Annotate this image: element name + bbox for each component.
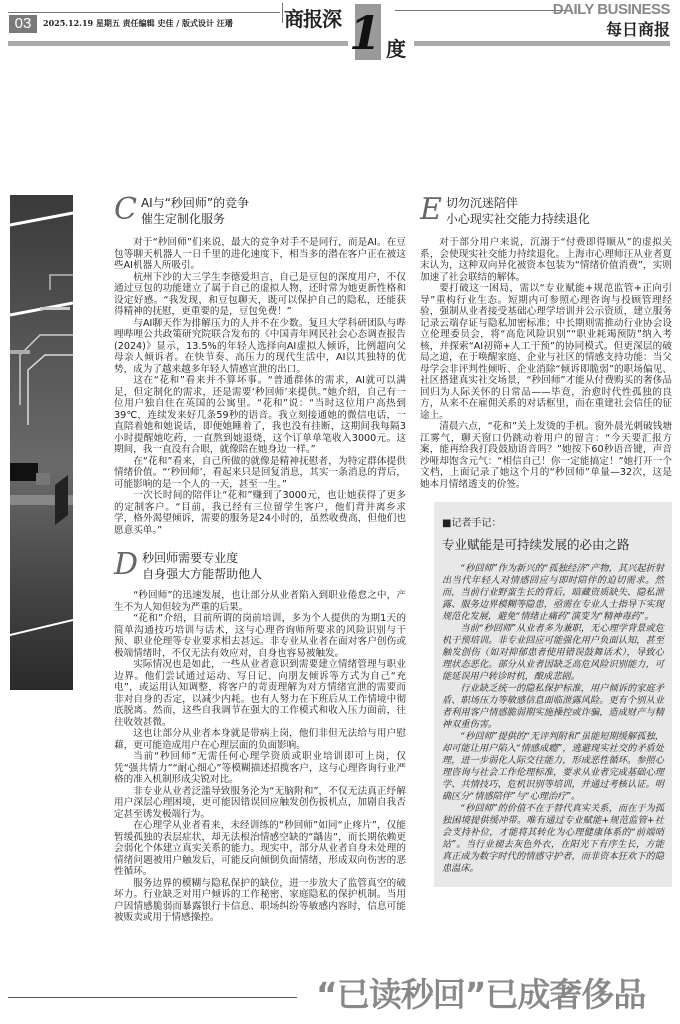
section-masthead-left: 商报深 — [284, 7, 341, 31]
brand-logo: 每日商报 — [605, 20, 670, 39]
section-masthead-number: 1 — [349, 6, 382, 60]
paragraph: 服务边界的模糊与隐私保护的缺位，进一步放大了监管真空的破坏力。行业缺乏对用户倾诉的工作秘密、家庭隐私的保护机制。当用户因情感脆弱而暴露银行卡信息、职场纠纷等敏感内容时，信息可能被贩卖或用于情感操控。 — [114, 877, 406, 923]
paragraph: 这在“花和”看来并不算坏事。“普通群体的需求，AI就可以满足，但定制化的需求，还是需要‘秒回师’来提供。”她介绍，自己有一位用户独自住在英国的公寓里。“花和”说：“当时这位用户高热到39℃，连续发来好几条59秒的语音。我立刻接通她的微信电话，一直陪着她和她说话，即便她睡着了，我也没有挂断，这期间我每隔3小时提醒她吃药，一直熬到她退烧，这个订单单笔收入3000元。这期间，我一直没有合眼，就像陪在她身边一样。” — [114, 375, 406, 455]
header-rule-right-top — [395, 10, 565, 11]
section-e-body — [420, 237, 672, 490]
section-d-heading — [114, 547, 406, 582]
section-e-heading — [420, 192, 672, 227]
section-e — [420, 192, 672, 490]
paragraph: 当前“秒回师”从业者多为兼职，无心理学背景或危机干预培训。非专业回应可能强化用户负面认知，甚至触发创伤（如对抑郁患者使用错误鼓舞话术），导致心理状态恶化。部分从业者因缺乏高危风险识别能力，可能延误用户转诊时机，酿成悲剧。 — [442, 623, 664, 682]
paragraph: 行业缺乏统一的隐私保护标准，用户倾诉的家庭矛盾、职场压力等敏感信息面临泄露风险。更有个别从业者利用客户情感脆弱期实施操控或诈骗，造成财产与精神双重伤害。 — [442, 683, 664, 730]
left-column — [114, 192, 406, 924]
paragraph: 这也让部分从业者本身就是带病上岗，他们非但无法给与用户慰藉，更可能造成用户在心理层面的负面影响。 — [114, 728, 406, 751]
paragraph: 在心理学从业者看来，未经训练的“秒回师”如同“止疼片”，仅能暂缓孤独的表层症状，却无法根治情感空缺的“龋齿”，而长期依赖更会弱化个体建立真实关系的能力。现实中，部分从业者自身未处理的情绪问题被用户触发后，可能反向倾倒负面情绪，形成双向伤害的恶性循环。 — [114, 820, 406, 877]
paragraph: “秒回师”提供的“无评判附和”虽能短期缓解孤独，却可能让用户陷入“情感成瘾”，逃避现实社交的矛盾处理，进一步弱化人际交往能力，形成恶性循环。参照心理咨询与社会工作伦理标准，要求从业者完成基础心理学、共情技巧、危机识别等培训，并通过考核认证。明确区分“情感陪伴”与“心理治疗”。 — [442, 731, 664, 802]
section-d — [114, 547, 406, 924]
section-d-title-line2: 自身强大方能帮助他人 — [142, 567, 263, 581]
dateline: 2025.12.19 星期五 责任编辑 史佳 / 版式设计 汪璠 — [43, 18, 233, 28]
section-e-letter: E — [420, 192, 442, 227]
reporter-note-box — [434, 502, 672, 887]
section-c-letter: C — [114, 192, 137, 227]
paragraph: 与AI聊天作为排解压力的人并不在少数。复旦大学科研团队与哔哩哔哩公共政策研究院联合发布的《中国青年网民社会心态调查报告(2024)》显示，13.5%的年轻人选择向AI虚拟人倾诉，比例超向父母亲人倾诉者。在快节奏、高压力的现代生活中，AI以其独特的优势，成为了越来越多年轻人情感宣泄的出口。 — [114, 317, 406, 375]
paragraph: “秒回师”作为新兴的“孤独经济”产物，其兴起折射出当代年轻人对情感回应与即时陪伴的迫切需求。然而，当前行业野蛮生长的背后，暗藏资质缺失、隐私泄露、服务边界模糊等隐患，亟需在专业人士指导下实现规范化发展，避免“情绪止痛药”演变为“精神毒药”。 — [442, 563, 664, 622]
right-column — [420, 192, 672, 887]
section-c-body — [114, 237, 406, 536]
paragraph: 对于“秒回师”们来说，最大的竞争对手不是同行，而是AI。在豆包等聊天机器人一日千里的进化速度下，相当多的潜在客户正在被这些AI机器人所吸引。 — [114, 237, 406, 271]
paragraph: 对于部分用户来说，沉溺于“付费即得顺从”的虚拟关系，会使现实社交能力持续退化。上海市心理师汪从业者夏末认为，这种双向异化被资本包装为“情绪价值消费”，实则加速了社会联结的解体。 — [420, 237, 672, 283]
section-e-title-line2: 小心现实社交能力持续退化 — [445, 212, 590, 226]
reporter-note-body — [442, 563, 664, 875]
paragraph: 要打破这一困局，需以“专业赋能+规范监管+正向引导”重构行业生态。短期内可参照心理咨询与投顾管理经验，强制从业者接受基础心理学培训并公示资质，建立服务记录云端存证与隐私加密标准；中长期则需推动行业协会设立伦理委员会，将“高危风险识别”“职业耗竭预防”纳入考核，并探索“AI初筛+人工干预”的协同模式。但更深层的破局之道，在于唤醒家庭、企业与社区的情感支持功能：当父母学会非评判性倾听、企业消除“倾诉即脆弱”的职场偏见、社区搭建真实社交场景，“秒回师”才能从付费购买的奢侈品回归为人际关怀的日常品——毕竟，治愈时代性孤独的良方，从来不在雇佣关系的对话框里，而在重建社会信任的征途上。 — [420, 283, 672, 421]
section-d-title-line1: 秒回师需要专业度 — [142, 551, 239, 565]
paragraph: 在“花和”看来，自己所做的就像是精神抚慰者，为特定群体提供情绪价值。“‘秒回师’，看起来只是回复消息，其实一条消息的背后，可能影响的是一个人的一天，甚至一生。” — [114, 455, 406, 490]
paragraph: 当前“秒回师”无需任何心理学资质或职业培训即可上岗，仅凭“强共情力”“耐心细心”等模糊描述招揽客户，这与心理咨询行业严格的准入机制形成尖锐对比。 — [114, 751, 406, 785]
section-masthead-number-block — [349, 4, 382, 60]
paragraph: “秒回师”的迅速发展，也让部分从业者陷入到职业倦怠之中，产生不为人知但较为严重的后果。 — [114, 590, 406, 613]
paragraph: 清晨六点，“花和”关上发烫的手机。窗外晨光刺破钱塘江雾气，聊天窗口仍跳动着用户的留言：“今天要汇报方案，能再给我打段鼓励语音吗？”她按下60秒语音键，声音沙哑却饱含元气：“相信自己！你一定能搞定！”她打开一个文档，上面记录了她这个月的“秒回师”单量—32次，这是她本月情绪透支的价签。 — [420, 421, 672, 490]
paragraph: 实际情况也是如此，一些从业者意识到需要建立情绪管理与职业边界。他们尝试通过运动、写日记、向朋友倾诉等方式为自己“充电”，或运用认知调整，将客户的苛责理解为对方情绪宣泄的需要而非对自身的否定，以减少内耗。也有人努力在下班后从工作情境中彻底脱离。然而，这些自我调节在强大的工作模式和收入压力面前，往往收效甚微。 — [114, 659, 406, 728]
page-number: 03 — [9, 15, 37, 33]
article-photo — [10, 195, 73, 690]
section-c — [114, 192, 406, 536]
masthead-divider — [282, 3, 283, 23]
brand-english: DAILY BUSINESS — [552, 1, 670, 18]
header-rule-left — [8, 41, 348, 46]
main-headline: “已读秒回”已成奢侈品 — [316, 975, 646, 1014]
footer-rule — [8, 997, 297, 998]
circuit-office-image — [10, 195, 73, 690]
section-masthead-right: 度 — [386, 37, 406, 61]
section-c-title-line2: 催生定制化服务 — [140, 212, 225, 226]
header-rule-top — [8, 12, 280, 13]
paragraph: 一次长时间的陪伴让“花和”赚到了3000元，也让她获得了更多的定制客户。“目前，我已经有三位留学生客户，他们背井离乡求学，格外渴望倾诉，需要的服务是24小时的，虽然收费高，但他们也愿意买单。” — [114, 490, 406, 536]
reporter-note-label: ■记者手记： — [442, 518, 502, 529]
section-d-letter: D — [114, 547, 139, 582]
paragraph: 非专业从业者泛滥导致服务沦为“无脑附和”，不仅无法真正纾解用户深层心理困境，更可能因错误回应触发创伤扳机点，加剧自我否定甚至诱发极端行为。 — [114, 785, 406, 820]
section-c-heading — [114, 192, 406, 227]
section-d-body — [114, 590, 406, 924]
paragraph: “秒回师”的价值不在于替代真实关系，而在于为孤独困境提供缓冲带。唯有通过专业赋能+规范监管+社会支持补位，才能将其转化为心理健康体系的“前端哨站”。当行业褪去灰色外衣，在阳光下有序生长，方能真正成为数字时代的情感守护者，而非资本狂欢下的隐患温床。 — [442, 803, 664, 874]
paragraph: 杭州下沙的大三学生李德爱坦言，自己是豆包的深度用户，不仅通过豆包的功能建立了属于自己的虚拟人物，还时常为她更新性格和设定好感。“我发现，和豆包聊天，既可以保护自己的隐私，还能获得精神的抚慰，更重要的是，豆包免费！” — [114, 271, 406, 317]
section-c-title-line1: AI与“秒回师”的竞争 — [140, 196, 250, 210]
section-e-title-line1: 切勿沉迷陪伴 — [445, 196, 518, 210]
reporter-note-title: 专业赋能是可持续发展的必由之路 — [442, 537, 630, 552]
paragraph: “花和”介绍，目前所谓的岗前培训，多为个人提供的为期1天的简单沟通技巧培训与话术，这与心理咨询师所要求的风险识别与干预、职业伦理等专业要求相去甚远。非专业从业者在面对客户创伤或极端情绪时，不仅无法有效应对，自身也容易被触发。 — [114, 613, 406, 659]
header-rule-right — [414, 41, 670, 46]
